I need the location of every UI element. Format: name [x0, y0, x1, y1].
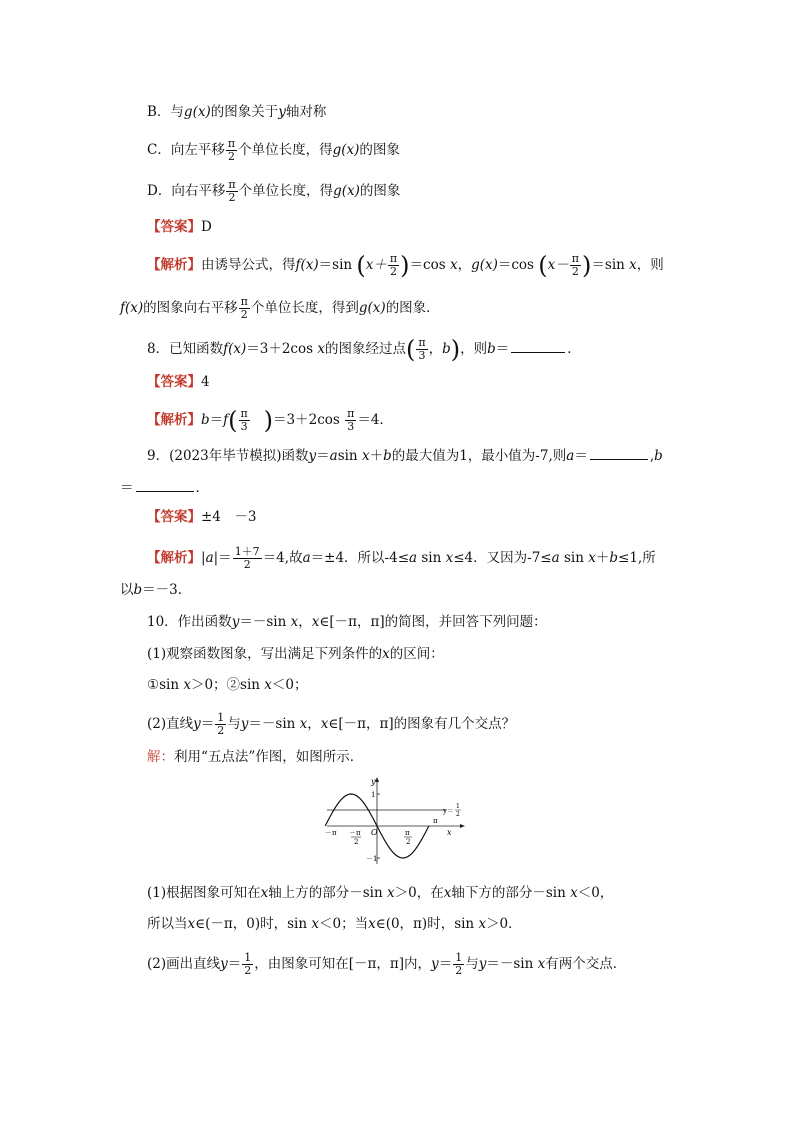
q10-result1: (1)根据图象可知在x轴上方的部分－sin x＞0，在x轴下方的部分－sin x＜0， — [147, 885, 614, 901]
tick-label-neg-pi: －π — [325, 829, 337, 837]
q9-analysis-line2: 以b＝－3． — [120, 582, 192, 598]
tick-label-half-pi: π — [405, 829, 410, 837]
q8-analysis: 【解析】b＝f( $\frac{\pi}{3}$ )＝3＋2cos $\frac{\pi}{3}$ ＝4． — [147, 406, 393, 435]
tick-label-neg-half-pi-den: 2 — [354, 838, 359, 846]
q7-analysis-line1: 【解析】由诱导公式，得f(x)＝sin (x＋ $\frac{\pi}{2}$ )＝cos x，g(x)＝cos (x－ $\frac{\pi}{2}$ )＝sin x，则 — [147, 251, 664, 280]
option-c: C．向左平移 $\frac{\pi}{2}$ 个单位长度，得g(x)的图象 — [147, 137, 400, 163]
tick-label-half-pi-den: 2 — [406, 838, 411, 846]
y-axis-label: y — [371, 777, 376, 786]
answer-blank-b[interactable] — [136, 479, 194, 492]
y-axis-arrow — [375, 777, 379, 782]
q8-stem: 8．已知函数f(x)＝3＋2cos x的图象经过点( $\frac{\pi}{3}$ ，b)，则b＝ ． — [147, 335, 581, 364]
x-axis-label: x — [447, 828, 452, 837]
answer-blank[interactable] — [511, 340, 565, 353]
q9-analysis-line1: 【解析】|a|＝ $\frac{1+7}{2}$ ＝4,故a＝±4．所以-4≤a sin x≤4．又因为-7≤a sin x＋b≤1,所 — [147, 545, 656, 571]
tick-label-pi: π — [433, 817, 438, 825]
tick-label-minus-1: －1 — [366, 855, 378, 863]
q8-answer: 【答案】4 — [147, 374, 210, 390]
q7-analysis-line2: f(x)的图象向右平移 $\frac{\pi}{2}$ 个单位长度，得到g(x)的图象． — [120, 295, 440, 321]
q7-answer: 【答案】D — [147, 219, 212, 235]
line-label-num: 1 — [456, 803, 460, 810]
option-b: B．与g(x)的图象关于y轴对称 — [147, 104, 327, 120]
q10-part1: (1)观察函数图象，写出满足下列条件的x的区间： — [147, 646, 444, 662]
q10-part2: (2)直线y＝ $\frac{1}{2}$ 与y＝－sin x，x∈[－π，π]的图象有几个交点？ — [147, 711, 516, 737]
option-d: D．向右平移 $\frac{\pi}{2}$ 个单位长度，得g(x)的图象 — [147, 178, 401, 204]
q10-stem: 10．作出函数y＝－sin x，x∈[－π，π]的简图，并回答下列问题： — [147, 614, 547, 630]
answer-blank-a[interactable] — [590, 447, 648, 460]
q9-stem-line2: ＝ ． — [120, 480, 209, 496]
tick-label-1: 1 — [371, 791, 376, 799]
q9-stem-line1: 9．(2023年毕节模拟)函数y＝asin x＋b的最大值为1，最小值为-7,则a＝ ,b — [147, 448, 663, 464]
q10-solution: 解：利用“五点法”作图，如图所示． — [147, 749, 364, 765]
line-label-den: 2 — [456, 811, 460, 818]
x-axis-arrow — [460, 824, 465, 828]
line-label: y＝ — [443, 807, 454, 815]
sine-graph — [322, 774, 472, 866]
q10-conditions: ①sin x＞0；②sin x＜0； — [147, 677, 308, 693]
q10-result2: (2)画出直线y＝ $\frac{1}{2}$ ，由图象可知在[－π，π]内，y＝ $\frac{1}{2}$ 与y＝－sin x有两个交点． — [147, 951, 627, 977]
q9-answer: 【答案】±4 －3 — [147, 509, 257, 525]
tick-label-neg-half-pi: －π — [349, 829, 361, 837]
q10-result1-cont: 所以当x∈(－π，0)时，sin x＜0；当x∈(0，π)时，sin x＞0． — [147, 916, 522, 932]
origin-label: O — [371, 828, 378, 837]
